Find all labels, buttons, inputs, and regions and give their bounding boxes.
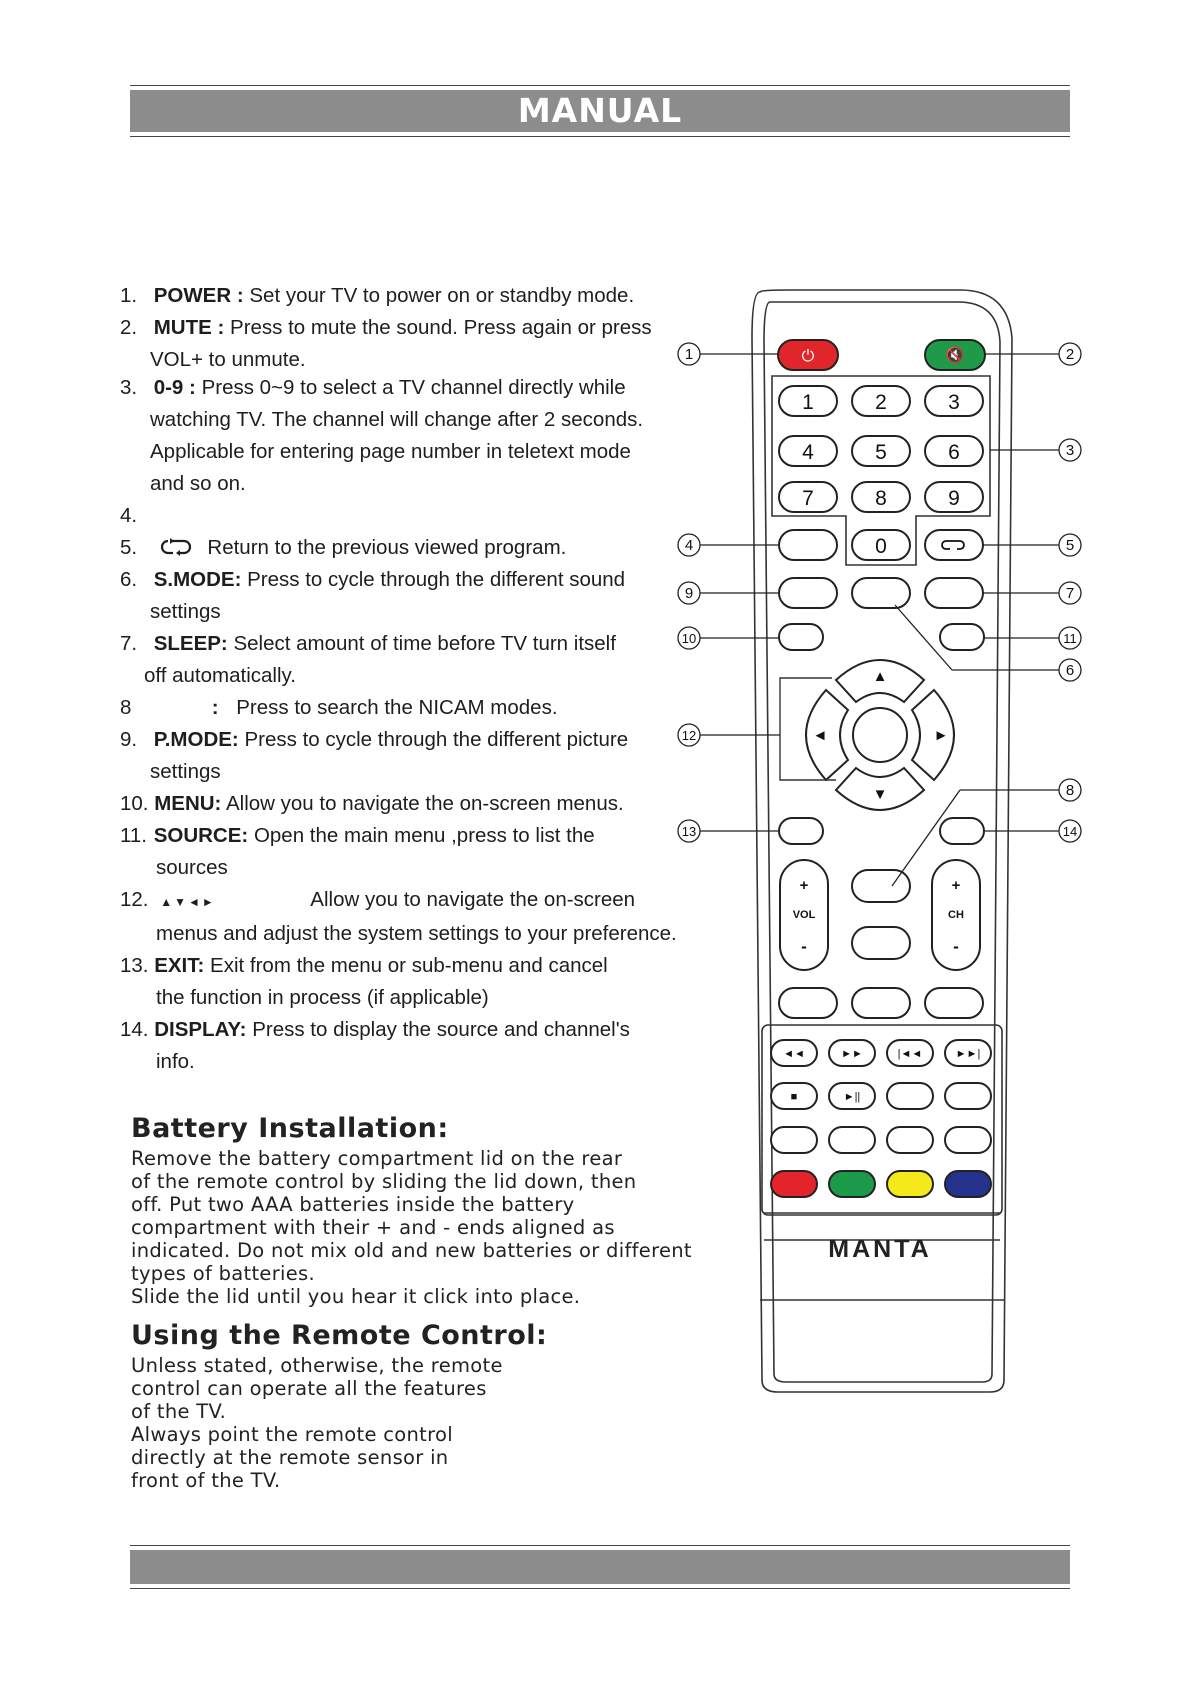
- stop-icon: ■: [790, 1091, 798, 1103]
- sleep-button[interactable]: [925, 578, 983, 608]
- digit-label: 6: [948, 441, 960, 464]
- footer-bar: [130, 1550, 1070, 1584]
- ch-minus: -: [953, 937, 959, 956]
- item-exit: 13. EXIT: Exit from the menu or sub-menu and cancel the function in process (if applicable): [120, 954, 608, 1009]
- function-button[interactable]: [779, 988, 837, 1018]
- pmode-button[interactable]: [779, 578, 837, 608]
- ok-button[interactable]: [853, 708, 907, 762]
- usage-text: Unless stated, otherwise, the remote control can operate all the features of the TV. Always point the remote control directly at the remote sensor in front of the TV.: [131, 1354, 503, 1492]
- item-smode: 6. S.MODE: Press to cycle through the different sound settings: [120, 568, 626, 623]
- item-power: 1. POWER : Set your TV to power on or standby mode.: [120, 284, 635, 307]
- digit-label: 0: [875, 535, 887, 558]
- battery-text: Remove the battery compartment lid on the rear of the remote control by sliding the lid down, then off. Put two AAA batteries inside the battery compartment with their + and - ends aligned as indicated. Do not mix old and new batteries or different types of batteries. Slide the lid until you hear it click into place.: [131, 1147, 692, 1308]
- callout-number: 14: [1062, 824, 1078, 839]
- digit-label: 8: [875, 487, 887, 510]
- vol-plus: +: [799, 877, 809, 894]
- callout-number: 4: [684, 537, 694, 554]
- arrow-right-icon: ►: [933, 727, 949, 744]
- function-button[interactable]: [852, 988, 910, 1018]
- callout-number: 7: [1065, 585, 1075, 602]
- red-button[interactable]: [771, 1171, 817, 1197]
- item-display: 14. DISPLAY: Press to display the source and channel's info.: [120, 1018, 630, 1073]
- item-4: 4.: [120, 504, 138, 527]
- callout-number: 5: [1065, 537, 1075, 554]
- item-nicam: 8 : Press to search the NICAM modes.: [120, 696, 558, 719]
- function-button[interactable]: [925, 988, 983, 1018]
- arrow-left-icon: ◄: [812, 727, 828, 744]
- page-title: MANUAL: [517, 91, 683, 130]
- footer-rule-top: [130, 1545, 1070, 1546]
- callout-number: 13: [681, 824, 697, 839]
- media-button[interactable]: [945, 1127, 991, 1153]
- ch-label: CH: [948, 909, 964, 921]
- digit-label: 3: [948, 391, 960, 414]
- green-button[interactable]: [829, 1171, 875, 1197]
- callout-number: 1: [684, 346, 694, 363]
- digit-label: 4: [802, 441, 814, 464]
- exit-button[interactable]: [779, 818, 823, 844]
- next-icon: ►►|: [955, 1048, 981, 1060]
- callout-number: 3: [1065, 442, 1075, 459]
- digit-label: 1: [802, 391, 814, 414]
- ch-plus: +: [951, 877, 961, 894]
- digit-label: 5: [875, 441, 887, 464]
- power-icon: ⏻: [801, 348, 815, 365]
- media-button[interactable]: [945, 1083, 991, 1109]
- item-pmode: 9. P.MODE: Press to cycle through the different picture settings: [120, 728, 629, 783]
- arrow-down-icon: ▼: [872, 786, 888, 803]
- item-recall: 5. Return to the previous viewed program.: [120, 536, 567, 559]
- previous-icon: |◄◄: [897, 1048, 923, 1060]
- vol-label: VOL: [792, 909, 816, 921]
- brand-logo: MANTA: [828, 1235, 932, 1263]
- media-button[interactable]: [887, 1127, 933, 1153]
- callout-number: 6: [1065, 662, 1075, 679]
- center-lower-button[interactable]: [852, 927, 910, 959]
- callout-number: 9: [684, 585, 694, 602]
- source-button[interactable]: [940, 624, 984, 650]
- button-4[interactable]: [779, 530, 837, 560]
- callout-number: 2: [1065, 346, 1075, 363]
- nicam-button[interactable]: [852, 870, 910, 902]
- usage-heading: Using the Remote Control:: [131, 1320, 548, 1351]
- item-sleep: 7. SLEEP: Select amount of time before TV turn itself off automatically.: [120, 632, 616, 687]
- rewind-icon: ◄◄: [783, 1048, 805, 1060]
- media-button[interactable]: [829, 1127, 875, 1153]
- callout-number: 8: [1065, 782, 1075, 799]
- play-pause-icon: ►||: [843, 1091, 861, 1103]
- mute-icon: 🔇: [945, 347, 965, 364]
- item-menu: 10. MENU: Allow you to navigate the on-screen menus.: [120, 792, 624, 815]
- footer-rule-bottom: [130, 1588, 1070, 1589]
- digit-label: 7: [802, 487, 814, 510]
- recall-button[interactable]: [925, 530, 983, 560]
- callout-number: 12: [681, 728, 697, 743]
- item-navigation: 12. ▲▼◄► Allow you to navigate the on-screen menus and adjust the system settings to your preference.: [120, 888, 677, 945]
- battery-heading: Battery Installation:: [131, 1113, 449, 1144]
- yellow-button[interactable]: [887, 1171, 933, 1197]
- callout-number: 11: [1063, 631, 1077, 646]
- item-mute: 2. MUTE : Press to mute the sound. Press again or press VOL+ to unmute.: [120, 316, 652, 371]
- vol-minus: -: [801, 937, 807, 956]
- media-button[interactable]: [771, 1127, 817, 1153]
- item-source: 11. SOURCE: Open the main menu ,press to list the sources: [120, 824, 595, 879]
- fast-forward-icon: ►►: [841, 1048, 863, 1060]
- digit-label: 9: [948, 487, 960, 510]
- arrow-up-icon: ▲: [872, 668, 888, 685]
- blue-button[interactable]: [945, 1171, 991, 1197]
- callout-number: 10: [681, 631, 697, 646]
- display-button[interactable]: [940, 818, 984, 844]
- media-button[interactable]: [887, 1083, 933, 1109]
- digit-label: 2: [875, 391, 887, 414]
- item-digits: 3. 0-9 : Press 0~9 to select a TV channel directly while watching TV. The channel will change after 2 seconds. Applicable for entering page number in teletext mode and so on.: [120, 376, 644, 495]
- menu-button[interactable]: [779, 624, 823, 650]
- smode-button[interactable]: [852, 578, 910, 608]
